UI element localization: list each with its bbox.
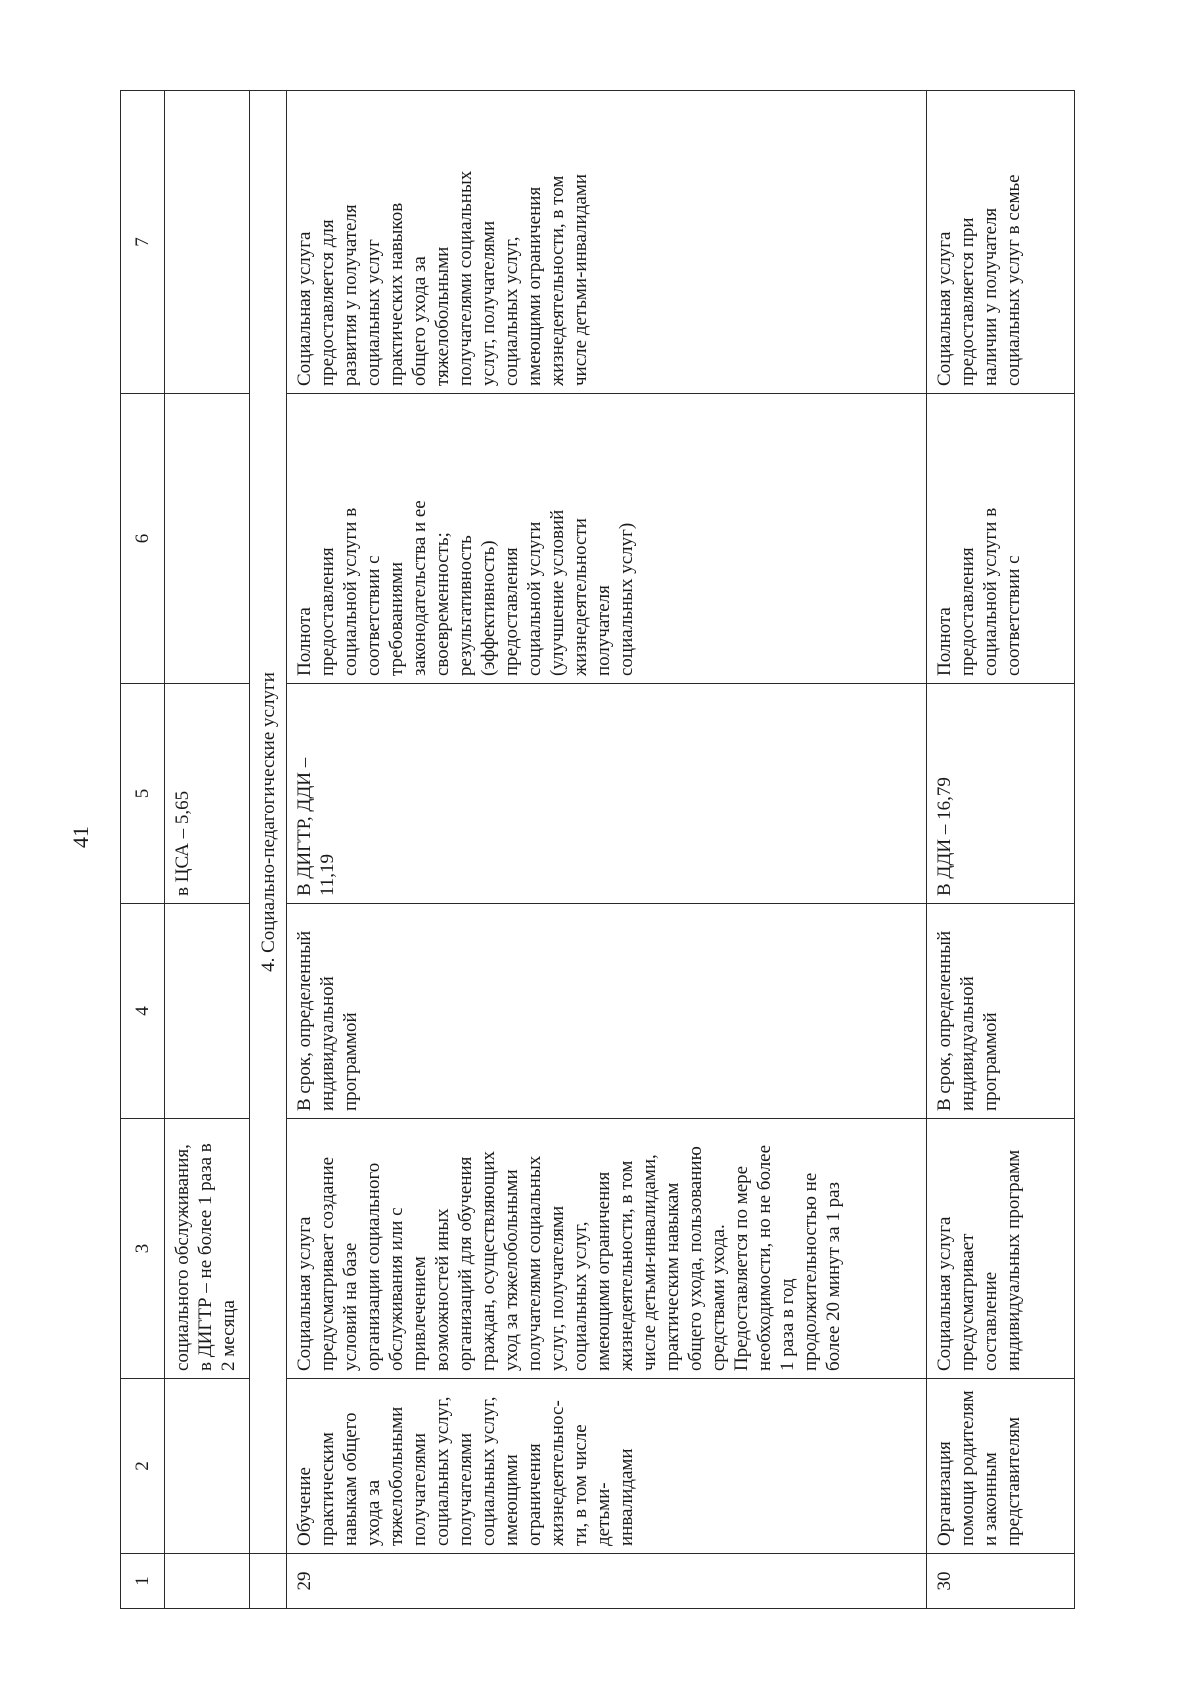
cont-quality [165, 394, 250, 684]
header-col-7: 7 [121, 91, 165, 394]
row29-quality: Полнота предоставления социальной услуги в соответствии с требованиями законодательства и ее своевременность; результативность (эффективность) предоставления социальной услуги (улучшение условий жизнедеятельности получателя социальных услуг) [287, 394, 927, 684]
services-table [120, 90, 1075, 1609]
cont-description: социального обслуживания, в ДИГТР – не более 1 раза в 2 месяца [165, 1119, 250, 1379]
row29-tariff: В ДИГТР, ДДИ – 11,19 [287, 684, 927, 904]
header-col-6: 6 [121, 394, 165, 684]
cont-term [165, 904, 250, 1119]
header-col-4: 4 [121, 904, 165, 1119]
header-col-2: 2 [121, 1379, 165, 1554]
row30-term: В срок, определенный индивидуальной программой [927, 904, 1075, 1119]
row29-name: Обучение практическим навыкам общего ухода за тяжелобольными получателями социальных услуг, получателями социальных услуг, имеющими ограничения жизнедеятельнос- ти, в том числе детьми- инвалидами [287, 1379, 927, 1554]
cont-conditions [165, 91, 250, 394]
row30-description: Социальная услуга предусматривает составление индивидуальных программ [927, 1119, 1075, 1379]
header-col-1: 1 [121, 1554, 165, 1609]
row30-conditions: Социальная услуга предоставляется при наличии у получателя социальных услуг в семье [927, 91, 1075, 394]
cont-num [165, 1554, 250, 1609]
row29-term: В срок, определенный индивидуальной программой [287, 904, 927, 1119]
table-row-30 [927, 91, 1075, 1609]
row30-name: Организация помощи родителям и законным представителям [927, 1379, 1075, 1554]
page-number: 41 [68, 826, 93, 848]
cont-name [165, 1379, 250, 1554]
continuation-row [165, 91, 250, 1609]
row29-conditions: Социальная услуга предоставляется для развития у получателя социальных услуг практических навыков общего ухода за тяжелобольными получателями социальных услуг, получателями социальных услуг, имеющими ограничения жизнедеятельности, в том числе детьми-инвалидами [287, 91, 927, 394]
row29-number: 29 [287, 1554, 927, 1609]
row30-number: 30 [927, 1554, 1075, 1609]
row30-quality: Полнота предоставления социальной услуги в соответствии с [927, 394, 1075, 684]
cont-tariff: в ЦСА – 5,65 [165, 684, 250, 904]
section-title: 4. Социально-педагогические услуги [250, 91, 287, 1554]
table-row-29 [287, 91, 927, 1609]
row29-description: Социальная услуга предусматривает создание условий на базе организации социального обслуживания или с привлечением возможностей иных организаций для обучения граждан, осуществляющих уход за тяжелобольными получателями социальных услуг, получателями социальных услуг, имеющими ограничения жизнедеятельности, в том числе детьми-инвалидами, практическим навыкам общего ухода, пользованию средствами ухода. Предоставляется по мере необходимости, но не более 1 раза в год продолжительностью не более 20 минут за 1 раз [287, 1119, 927, 1379]
header-row [121, 91, 165, 1609]
header-col-5: 5 [121, 684, 165, 904]
row30-tariff: В ДДИ – 16,79 [927, 684, 1075, 904]
section-empty [250, 1554, 287, 1609]
rotated-table-container [120, 91, 1070, 1609]
header-col-3: 3 [121, 1119, 165, 1379]
section-row [250, 91, 287, 1609]
